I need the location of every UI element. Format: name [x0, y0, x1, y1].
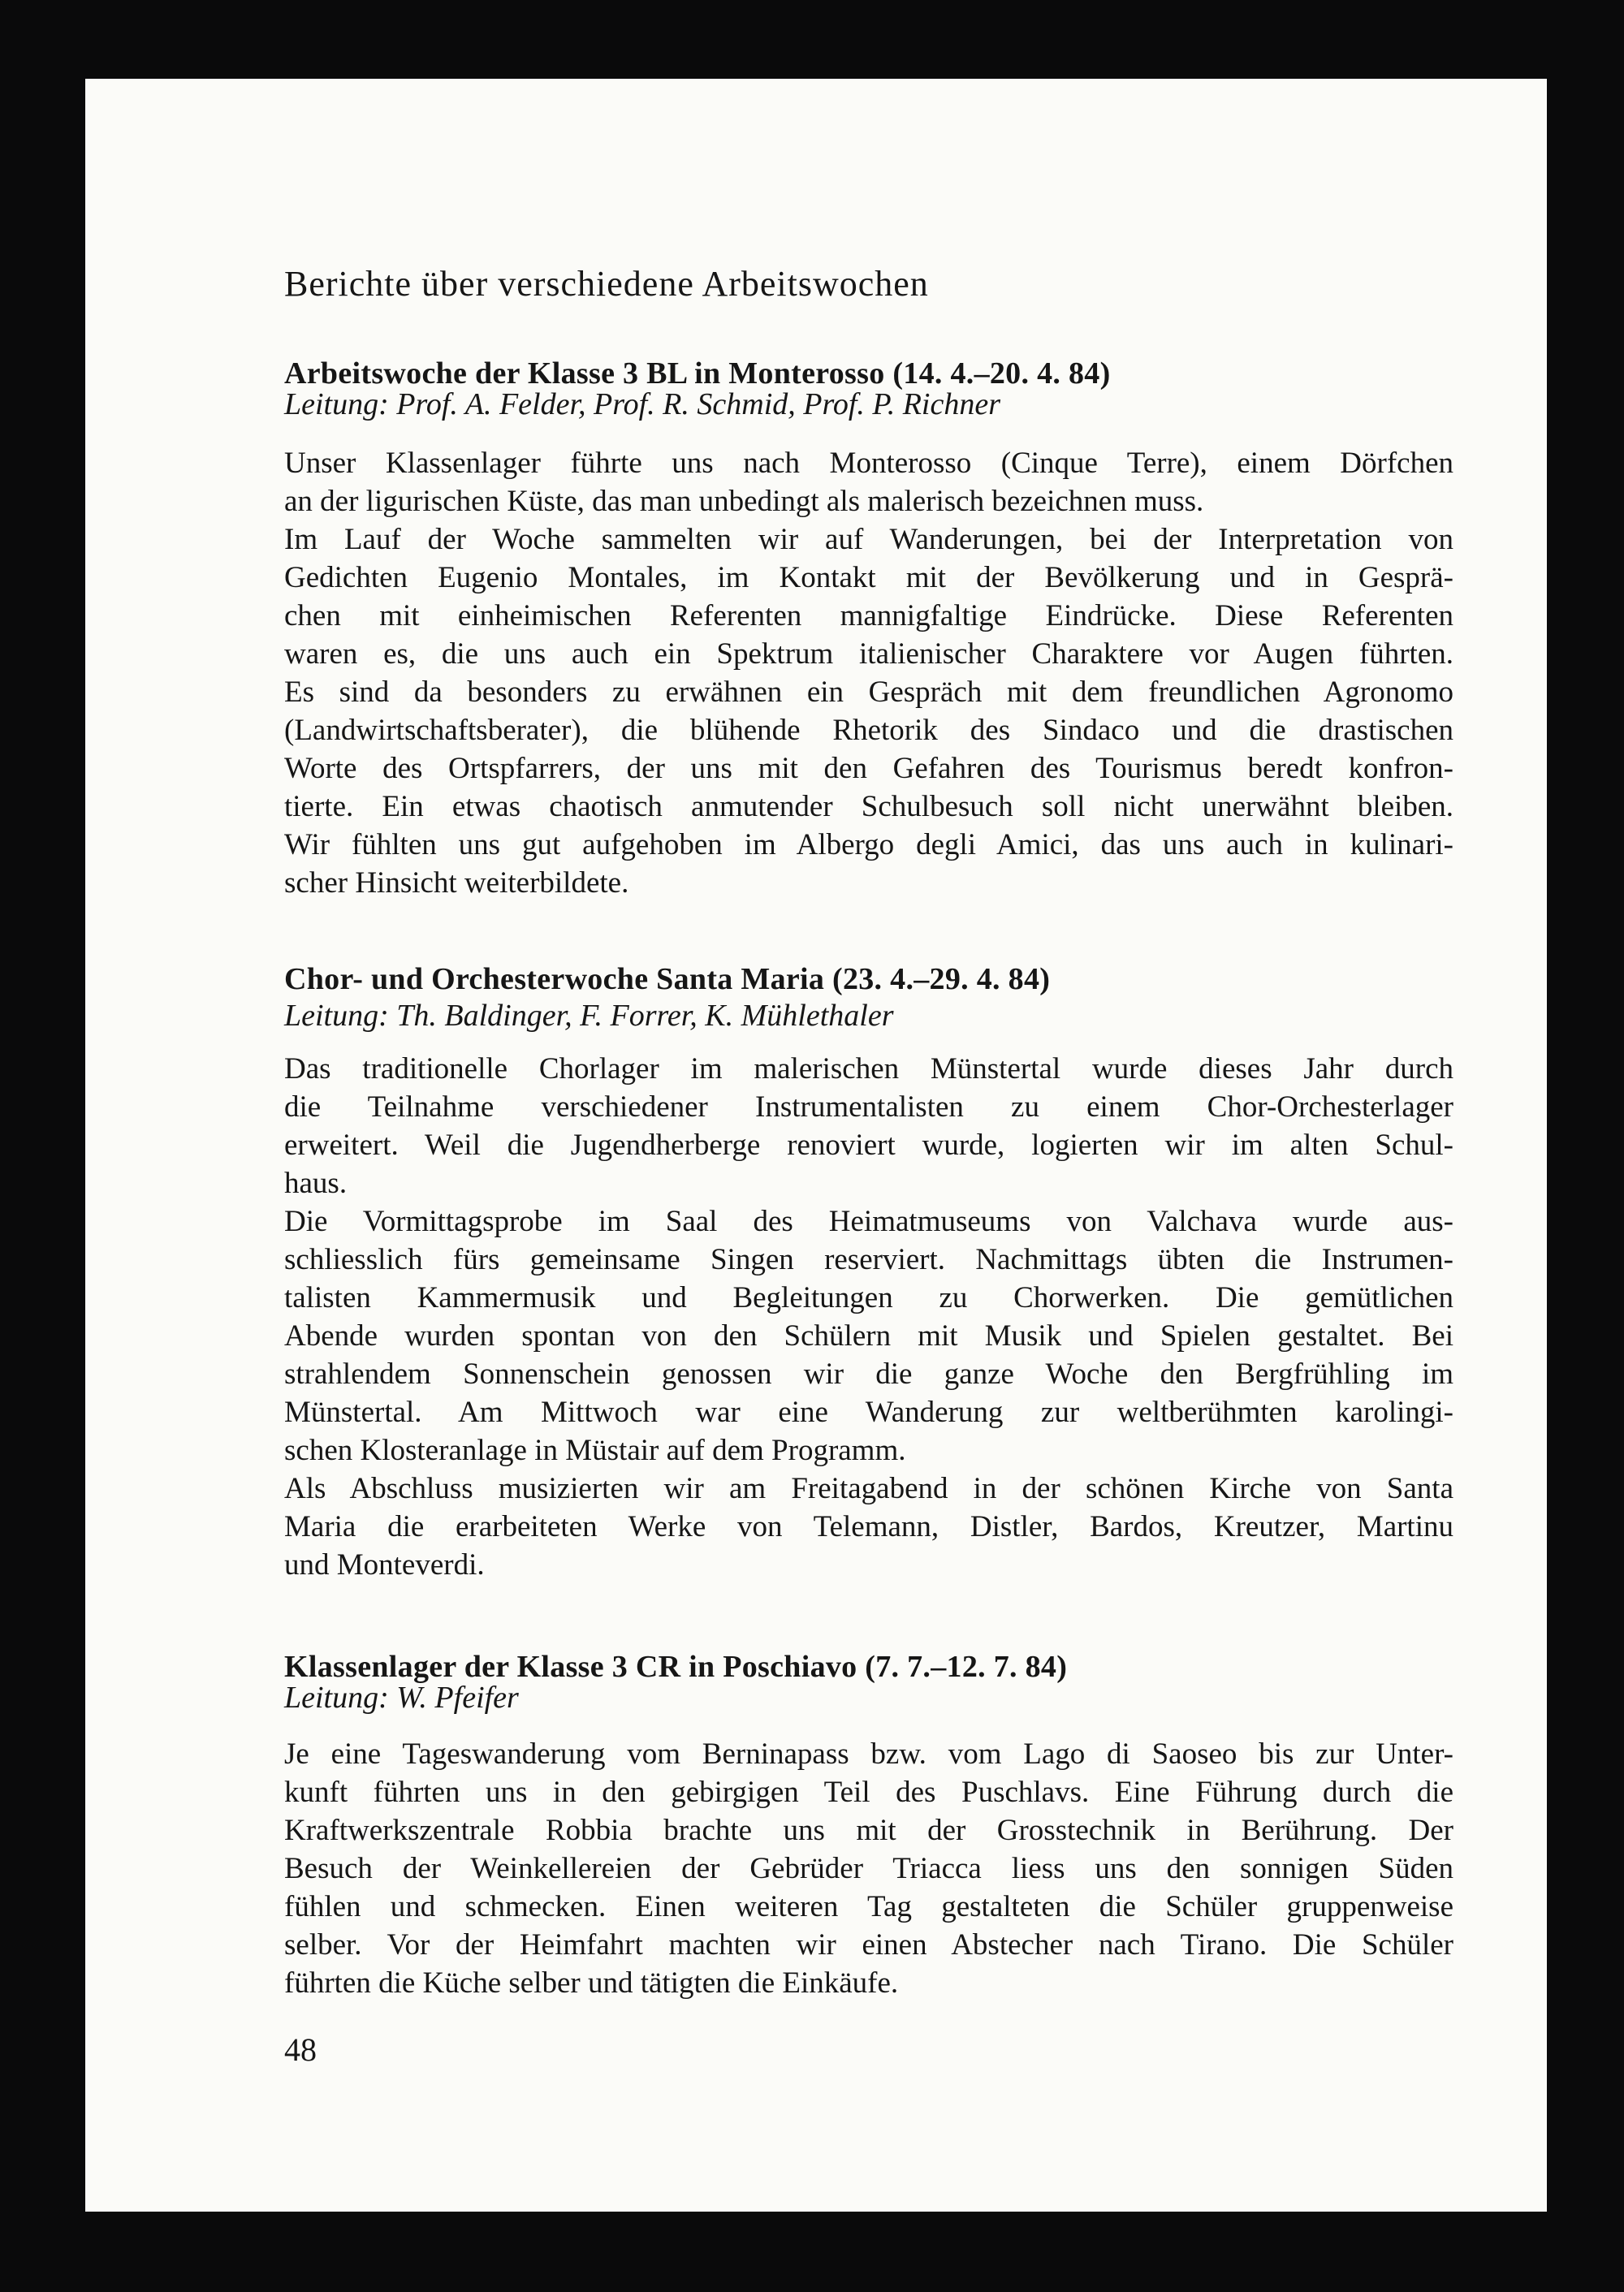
- text-line: Das traditionelle Chorlager im malerischen Münstertal wurde dieses Jahr durch: [284, 1052, 1453, 1086]
- text-line: scher Hinsicht weiterbildete.: [284, 866, 629, 900]
- text-line: Worte des Ortspfarrers, der uns mit den Gefahren des Tourismus beredt konfron-: [284, 752, 1453, 785]
- text-line: talisten Kammermusik und Begleitungen zu Chorwerken. Die gemütlichen: [284, 1281, 1453, 1314]
- section-leaders-monterosso: Leitung: Prof. A. Felder, Prof. R. Schmid, Prof. P. Richner: [284, 387, 1000, 421]
- text-line: Münstertal. Am Mittwoch war eine Wanderung zur weltberühmten karolingi-: [284, 1396, 1453, 1429]
- text-line: Besuch der Weinkellereien der Gebrüder Triacca liess uns den sonnigen Süden: [284, 1852, 1453, 1885]
- page-number: 48: [284, 2031, 317, 2068]
- text-line: erweitert. Weil die Jugendherberge renoviert wurde, logierten wir im alten Schul-: [284, 1129, 1453, 1162]
- section-body-santa-maria: [284, 1050, 1453, 1584]
- page-title: Berichte über verschiedene Arbeitswochen: [284, 264, 929, 304]
- text-line: Je eine Tageswanderung vom Berninapass bzw. vom Lago di Saoseo bis zur Unter-: [284, 1737, 1453, 1771]
- text-line: fühlen und schmecken. Einen weiteren Tag gestalteten die Schüler gruppenweise: [284, 1890, 1453, 1923]
- text-line: und Monteverdi.: [284, 1548, 485, 1582]
- text-line: selber. Vor der Heimfahrt machten wir einen Abstecher nach Tirano. Die Schüler: [284, 1928, 1453, 1962]
- section-body-poschiavo: [284, 1735, 1453, 2002]
- text-line: Als Abschluss musizierten wir am Freitagabend in der schönen Kirche von Santa: [284, 1472, 1453, 1505]
- book-page: [85, 79, 1547, 2212]
- text-line: strahlendem Sonnenschein genossen wir die ganze Woche den Bergfrühling im: [284, 1358, 1453, 1391]
- text-line: Die Vormittagsprobe im Saal des Heimatmuseums von Valchava wurde aus-: [284, 1205, 1453, 1238]
- section-heading-monterosso: Arbeitswoche der Klasse 3 BL in Monterosso (14. 4.–20. 4. 84): [284, 356, 1111, 391]
- section-leaders-poschiavo: Leitung: W. Pfeifer: [284, 1681, 519, 1715]
- section-heading-poschiavo: Klassenlager der Klasse 3 CR in Poschiavo (7. 7.–12. 7. 84): [284, 1649, 1068, 1684]
- text-line: chen mit einheimischen Referenten mannigfaltige Eindrücke. Diese Referenten: [284, 599, 1453, 632]
- text-line: Wir fühlten uns gut aufgehoben im Albergo degli Amici, das uns auch in kulinari-: [284, 828, 1453, 861]
- text-line: Im Lauf der Woche sammelten wir auf Wanderungen, bei der Interpretation von: [284, 523, 1453, 556]
- text-line: (Landwirtschaftsberater), die blühende Rhetorik des Sindaco und die drastischen: [284, 714, 1453, 747]
- text-line: die Teilnahme verschiedener Instrumentalisten zu einem Chor-Orchesterlager: [284, 1090, 1453, 1124]
- text-line: waren es, die uns auch ein Spektrum italienischer Charaktere vor Augen führten.: [284, 637, 1453, 671]
- text-line: haus.: [284, 1167, 348, 1200]
- text-line: Unser Klassenlager führte uns nach Monterosso (Cinque Terre), einem Dörfchen: [284, 447, 1453, 480]
- text-line: schen Klosteranlage in Müstair auf dem Programm.: [284, 1434, 906, 1467]
- text-line: schliesslich fürs gemeinsame Singen reserviert. Nachmittags übten die Instrumen-: [284, 1243, 1453, 1276]
- text-line: an der ligurischen Küste, das man unbedingt als malerisch bezeichnen muss.: [284, 485, 1204, 518]
- text-line: Gedichten Eugenio Montales, im Kontakt mit der Bevölkerung und in Gesprä-: [284, 561, 1453, 594]
- text-line: Es sind da besonders zu erwähnen ein Gespräch mit dem freundlichen Agronomo: [284, 676, 1453, 709]
- text-line: tierte. Ein etwas chaotisch anmutender Schulbesuch soll nicht unerwähnt bleiben.: [284, 790, 1453, 823]
- section-leaders-santa-maria: Leitung: Th. Baldinger, F. Forrer, K. Mühlethaler: [284, 999, 894, 1033]
- text-line: kunft führten uns in den gebirgigen Teil des Puschlavs. Eine Führung durch die: [284, 1776, 1453, 1809]
- text-line: Kraftwerkszentrale Robbia brachte uns mit der Grosstechnik in Berührung. Der: [284, 1814, 1453, 1847]
- text-line: Abende wurden spontan von den Schülern mit Musik und Spielen gestaltet. Bei: [284, 1319, 1453, 1353]
- text-line: führten die Küche selber und tätigten die Einkäufe.: [284, 1966, 899, 2000]
- text-line: Maria die erarbeiteten Werke von Telemann, Distler, Bardos, Kreutzer, Martinu: [284, 1510, 1453, 1543]
- section-body-monterosso: [284, 444, 1453, 902]
- section-heading-santa-maria: Chor- und Orchesterwoche Santa Maria (23. 4.–29. 4. 84): [284, 961, 1051, 996]
